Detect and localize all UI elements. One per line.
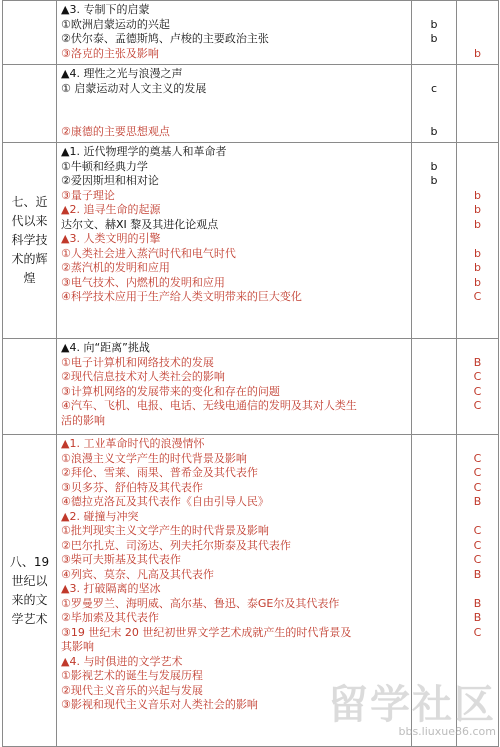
mark-b: [412, 698, 456, 713]
mark-b: [412, 203, 456, 218]
mark-b: [412, 290, 456, 305]
topic-line: ▲3. 专制下的启蒙: [61, 3, 150, 16]
mark-c: [457, 174, 498, 189]
topic-line: ①影视艺术的诞生与发展历程: [61, 669, 203, 682]
mark-c: [457, 82, 498, 97]
topic-line: ①浪漫主义文学产生的时代背景及影响: [61, 451, 247, 465]
requirement-b-cell: [412, 435, 457, 747]
mark-c: b: [474, 261, 481, 274]
content-cell: [57, 435, 412, 747]
topic-line: ③计算机网络的发展带来的变化和存在的问题: [61, 384, 280, 398]
mark-c: [457, 32, 498, 47]
mark-c: [457, 640, 498, 655]
requirement-c-cell: [457, 1, 499, 65]
mark-c: C: [473, 625, 482, 639]
topic-line: 活的影响: [61, 413, 105, 427]
mark-c: [457, 510, 498, 525]
table-row: [3, 339, 499, 435]
mark-c: b: [474, 46, 481, 60]
mark-c: B: [473, 596, 482, 610]
topic-line: ▲3. 打破隔离的坚冰: [61, 582, 161, 595]
topic-line: ④汽车、飞机、电报、电话、无线电通信的发明及其对人类生: [61, 399, 357, 412]
topic-line: ①罗曼罗兰、海明威、高尔基、鲁迅、泰GE尔及其代表作: [61, 596, 340, 610]
mark-b: [412, 232, 456, 247]
mark-c: C: [473, 524, 482, 537]
mark-c: [457, 145, 498, 160]
topic-line: 其影响: [61, 640, 94, 653]
mark-b: [412, 341, 456, 356]
topic-line: ①人类社会进入蒸汽时代和电气时代: [61, 246, 236, 260]
mark-b: [412, 611, 456, 626]
mark-b: b: [430, 32, 438, 45]
topic-line: ① 启蒙运动对人文主义的发展: [61, 81, 207, 95]
mark-b: [412, 3, 456, 18]
mark-b: [412, 276, 456, 291]
mark-b: [412, 582, 456, 597]
mark-b: b: [430, 159, 438, 173]
mark-c: [457, 698, 498, 713]
requirement-b-cell: [412, 1, 457, 65]
topic-line: ▲1. 工业革命时代的浪漫情怀: [61, 437, 205, 450]
content-cell: [57, 1, 412, 65]
category-cell: [3, 435, 57, 747]
mark-b: [412, 247, 456, 262]
mark-c: [457, 67, 498, 82]
mark-c: [457, 96, 498, 111]
topic-line: ▲4. 与时俱进的文学艺术: [61, 654, 183, 668]
mark-b: [412, 481, 456, 496]
topic-line: ▲4. 向“距离”挑战: [61, 341, 150, 354]
requirement-c-cell: [457, 339, 499, 435]
topic-line: ③19 世纪末 20 世纪初世界文学艺术成就产生的时代背景及: [61, 625, 352, 639]
mark-c: C: [473, 370, 482, 383]
mark-c: C: [473, 480, 482, 494]
topic-line: ④列宾、莫奈、凡高及其代表作: [61, 567, 214, 581]
mark-c: [457, 655, 498, 670]
mark-b: [412, 495, 456, 510]
category-label: 八、19世纪以来的文学艺术: [9, 554, 50, 626]
mark-b: c: [430, 81, 438, 95]
watermark-title: 留学社区: [328, 682, 496, 728]
topic-line: ②现代信息技术对人类社会的影响: [61, 370, 225, 383]
topic-line: ②现代主义音乐的兴起与发展: [61, 683, 203, 697]
requirement-b-cell: [412, 143, 457, 339]
mark-c: b: [474, 203, 481, 216]
mark-b: [412, 655, 456, 670]
topic-line: ▲2. 碰撞与冲突: [61, 509, 139, 523]
mark-b: [412, 356, 456, 371]
mark-c: C: [473, 466, 482, 479]
mark-c: b: [474, 188, 481, 202]
topic-line: ③电气技术、内燃机的发明和应用: [61, 275, 225, 289]
category-cell: [3, 339, 57, 435]
mark-b: [412, 568, 456, 583]
mark-c: B: [473, 355, 482, 369]
mark-c: [457, 160, 498, 175]
table-row: [3, 65, 499, 143]
mark-b: b: [430, 174, 438, 187]
mark-b: [412, 452, 456, 467]
mark-b: [412, 145, 456, 160]
topic-line: ①牛顿和经典力学: [61, 159, 148, 173]
mark-b: [412, 218, 456, 233]
mark-b: [412, 553, 456, 568]
mark-c: C: [473, 538, 482, 552]
requirement-b-cell: [412, 65, 457, 143]
mark-c: [457, 669, 498, 684]
requirement-c-cell: [457, 435, 499, 747]
mark-b: [412, 399, 456, 414]
topic-line: [57, 111, 411, 126]
mark-c: C: [473, 451, 482, 465]
mark-c: [457, 3, 498, 18]
topic-line: ①电子计算机和网络技术的发展: [61, 355, 214, 369]
mark-b: [412, 96, 456, 111]
mark-b: [412, 510, 456, 525]
mark-b: [412, 414, 456, 429]
topic-line: ③贝多芬、舒伯特及其代表作: [61, 480, 203, 494]
content-cell: [57, 65, 412, 143]
mark-c: [457, 582, 498, 597]
topic-line: ▲2. 追寻生命的起源: [61, 203, 161, 216]
mark-b: [412, 370, 456, 385]
mark-b: b: [430, 125, 438, 138]
syllabus-table: [2, 0, 499, 747]
mark-c: b: [474, 217, 481, 231]
mark-b: [412, 437, 456, 452]
mark-c: b: [474, 275, 481, 289]
topic-line: ▲4. 理性之光与浪漫之声: [61, 67, 183, 80]
mark-c: [457, 111, 498, 126]
requirement-b-cell: [412, 339, 457, 435]
mark-c: C: [473, 384, 482, 398]
mark-b: [412, 466, 456, 481]
table-row: [3, 435, 499, 747]
table-row: [3, 143, 499, 339]
mark-c: [457, 125, 498, 140]
content-cell: [57, 143, 412, 339]
topic-line: ①批判现实主义文学产生的时代背景及影响: [61, 524, 269, 537]
mark-c: [457, 684, 498, 699]
topic-line: ②蒸汽机的发明和应用: [61, 261, 170, 274]
mark-c: C: [473, 290, 482, 303]
mark-c: [457, 414, 498, 429]
topic-line: ②康德的主要思想观点: [61, 125, 170, 138]
mark-b: [412, 640, 456, 655]
topic-line: ①欧洲启蒙运动的兴起: [61, 17, 170, 31]
topic-line: ④科学技术应用于生产给人类文明带来的巨大变化: [61, 290, 302, 303]
topic-line: ③量子理论: [61, 188, 115, 202]
topic-line: ④德拉克洛瓦及其代表作《自由引导人民》: [61, 495, 269, 508]
mark-b: [412, 669, 456, 684]
requirement-c-cell: [457, 143, 499, 339]
topic-line: ③洛克的主张及影响: [61, 46, 159, 60]
table-row: [3, 1, 499, 65]
topic-line: ③柴可夫斯基及其代表作: [61, 553, 181, 566]
topic-line: ②伏尔泰、孟德斯鸠、卢梭的主要政治主张: [61, 32, 269, 45]
mark-c: C: [473, 553, 482, 566]
mark-c: [457, 232, 498, 247]
mark-b: [412, 67, 456, 82]
category-cell: [3, 65, 57, 143]
mark-c: [457, 18, 498, 33]
category-label: 七、近代以来科学技术的辉煌: [11, 195, 48, 285]
mark-c: B: [473, 611, 482, 624]
mark-b: [412, 626, 456, 641]
category-cell: [3, 143, 57, 339]
topic-line: 达尔文、赫XI 黎及其进化论观点: [61, 217, 219, 231]
topic-line: ②毕加索及其代表作: [61, 611, 159, 624]
mark-b: [412, 385, 456, 400]
topic-line: ③影视和现代主义音乐对人类社会的影响: [61, 698, 258, 711]
topic-line: ▲3. 人类文明的引擎: [61, 232, 161, 245]
mark-b: [412, 261, 456, 276]
mark-b: b: [430, 17, 438, 31]
mark-b: [412, 111, 456, 126]
category-cell: [3, 1, 57, 65]
topic-line: ②爱因斯坦和相对论: [61, 174, 159, 187]
mark-c: C: [473, 399, 482, 412]
topic-line: [57, 96, 411, 111]
mark-c: B: [473, 567, 482, 581]
mark-c: [457, 437, 498, 452]
topic-line: ②巴尔扎克、司汤达、列夫托尔斯泰及其代表作: [61, 538, 291, 552]
mark-b: [412, 684, 456, 699]
mark-b: [412, 47, 456, 62]
mark-b: [412, 597, 456, 612]
topic-line: ②拜伦、雪莱、雨果、普希金及其代表作: [61, 466, 258, 479]
requirement-c-cell: [457, 65, 499, 143]
content-cell: [57, 339, 412, 435]
mark-b: [412, 539, 456, 554]
mark-b: [412, 189, 456, 204]
topic-line: ▲1. 近代物理学的奠基人和革命者: [61, 145, 227, 158]
watermark-url: bbs.liuxue86.com: [398, 725, 496, 738]
mark-b: [412, 524, 456, 539]
mark-c: [457, 341, 498, 356]
mark-c: B: [473, 495, 482, 508]
mark-c: b: [474, 246, 481, 260]
